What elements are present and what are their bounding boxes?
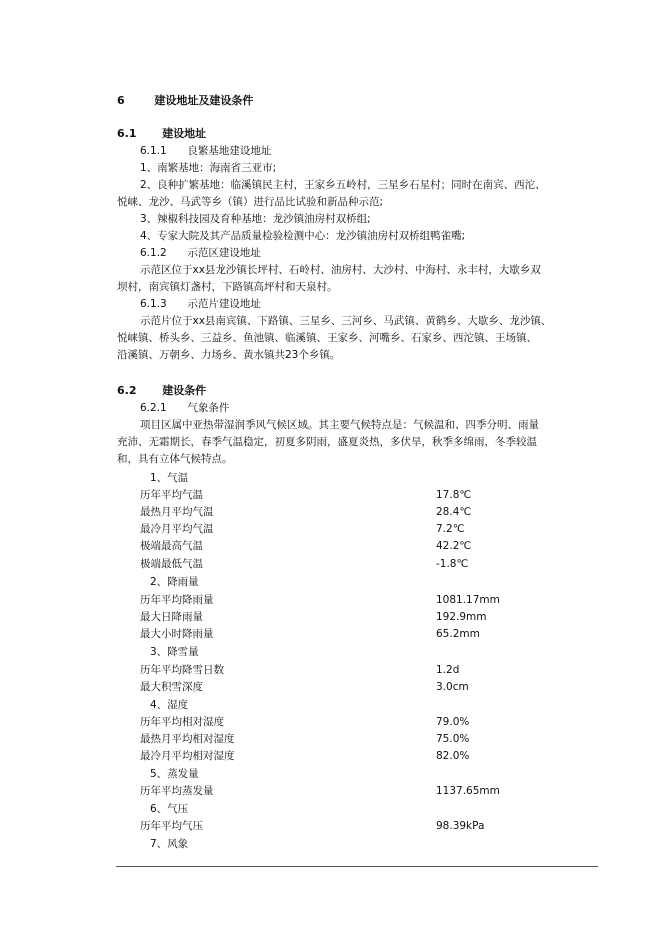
heading-number: 6.1.3 (140, 298, 167, 310)
subsection-number: 6.2 (117, 384, 137, 397)
paragraph-line: 悦崃镇、桥头乡、三益乡、鱼池镇、临溪镇、王家乡、河嘴乡、石家乡、西沱镇、王场镇、 (117, 332, 537, 344)
data-row (140, 731, 540, 747)
data-row (140, 504, 540, 520)
row-value: -1.8℃ (436, 558, 469, 570)
paragraph-line: 沿溪镇、万朝乡、力场乡、黄水镇共23个乡镇。 (117, 349, 341, 361)
row-value: 17.8℃ (436, 489, 472, 501)
data-row (140, 748, 540, 764)
data-row (140, 538, 540, 554)
group-heading: 5、蒸发量 (150, 768, 199, 780)
row-value: 1137.65mm (436, 785, 500, 797)
heading-6-1-2 (140, 245, 261, 261)
paragraph-line: 示范区位于xx县龙沙镇长坪村、石岭村、油房村、大沙村、中海村、永丰村，大歇乡双 (140, 264, 541, 276)
section-number: 6 (117, 94, 125, 107)
row-value: 192.9mm (436, 611, 487, 623)
group-heading: 7、风象 (150, 838, 189, 850)
row-label: 最冷月平均相对湿度 (140, 750, 235, 762)
paragraph-line: 充沛、无霜期长，春季气温稳定，初夏多阴雨，盛夏炎热，多伏旱，秋季多绵雨，冬季较温 (117, 436, 537, 448)
data-row (140, 679, 540, 695)
row-label: 最大小时降雨量 (140, 628, 214, 640)
row-value: 98.39kPa (436, 820, 485, 832)
heading-6-1-1 (140, 143, 271, 159)
row-label: 极端最低气温 (140, 558, 203, 570)
data-row (140, 818, 540, 834)
data-row (140, 714, 540, 730)
data-row (140, 783, 540, 799)
list-item: 1、南繁基地：海南省三亚市; (140, 162, 277, 174)
subsection-title: 建设条件 (162, 384, 207, 397)
row-label: 最冷月平均气温 (140, 523, 214, 535)
footer-divider (116, 866, 598, 867)
group-heading: 4、湿度 (150, 699, 189, 711)
data-row (140, 521, 540, 537)
heading-6-1-3 (140, 296, 261, 312)
heading-title: 良繁基地建设地址 (187, 145, 272, 157)
row-label: 最大积雪深度 (140, 681, 203, 693)
data-row (140, 556, 540, 572)
row-label: 最大日降雨量 (140, 611, 203, 623)
row-value: 7.2℃ (436, 523, 465, 535)
heading-title: 示范片建设地址 (187, 298, 261, 310)
row-value: 1081.17mm (436, 594, 500, 606)
heading-number: 6.1.2 (140, 247, 167, 259)
paragraph-line: 项目区属中亚热带湿润季风气候区域。其主要气候特点是：气候温和、四季分明、雨量 (140, 419, 539, 431)
row-label: 最热月平均相对湿度 (140, 733, 235, 745)
row-label: 历年平均蒸发量 (140, 785, 214, 797)
list-item: 2、良种扩繁基地：临溪镇民主村，王家乡五岭村，三星乡石星村；同时在南宾、西沱、 (140, 179, 546, 191)
row-value: 28.4℃ (436, 506, 472, 518)
row-label: 历年平均相对湿度 (140, 716, 224, 728)
heading-6-2-1 (140, 400, 229, 416)
data-row (140, 487, 540, 503)
group-heading: 6、气压 (150, 803, 189, 815)
paragraph-line: 坝村，南宾镇灯盏村，下路镇高坪村和天泉村。 (117, 281, 338, 293)
heading-number: 6.1.1 (140, 145, 167, 157)
row-value: 75.0% (436, 733, 470, 745)
row-label: 历年平均降雪日数 (140, 664, 224, 676)
row-value: 82.0% (436, 750, 470, 762)
row-value: 1.2d (436, 664, 460, 676)
group-heading: 3、降雪量 (150, 646, 199, 658)
row-label: 历年平均气温 (140, 489, 203, 501)
list-item-continued: 悦崃、龙沙、马武等乡（镇）进行品比试验和新品种示范; (117, 196, 384, 208)
data-row (140, 592, 540, 608)
group-heading: 1、气温 (150, 472, 189, 484)
row-value: 79.0% (436, 716, 470, 728)
heading-title: 示范区建设地址 (187, 247, 261, 259)
row-label: 历年平均气压 (140, 820, 203, 832)
row-value: 42.2℃ (436, 540, 472, 552)
row-label: 极端最高气温 (140, 540, 203, 552)
row-value: 65.2mm (436, 628, 480, 640)
subsection-6-2-heading (117, 383, 206, 399)
paragraph-line: 和，具有立体气候特点。 (117, 453, 233, 465)
subsection-6-1-heading (117, 126, 206, 142)
group-heading: 2、降雨量 (150, 576, 199, 588)
data-row (140, 662, 540, 678)
list-item: 3、辣椒科技园及育种基地：龙沙镇油房村双桥组; (140, 213, 371, 225)
heading-title: 气象条件 (187, 402, 230, 414)
heading-number: 6.2.1 (140, 402, 167, 414)
subsection-title: 建设地址 (162, 127, 207, 140)
row-label: 历年平均降雨量 (140, 594, 214, 606)
section-heading (117, 93, 253, 109)
row-label: 最热月平均气温 (140, 506, 214, 518)
subsection-number: 6.1 (117, 127, 137, 140)
data-row (140, 626, 540, 642)
paragraph-line: 示范片位于xx县南宾镇、下路镇、三星乡、三河乡、马武镇、黄鹤乡、大歇乡、龙沙镇、 (140, 315, 552, 327)
list-item: 4、专家大院及其产品质量检验检测中心：龙沙镇油房村双桥组鸭雀嘴; (140, 230, 466, 242)
row-value: 3.0cm (436, 681, 469, 693)
section-title: 建设地址及建设条件 (154, 94, 254, 107)
data-row (140, 609, 540, 625)
